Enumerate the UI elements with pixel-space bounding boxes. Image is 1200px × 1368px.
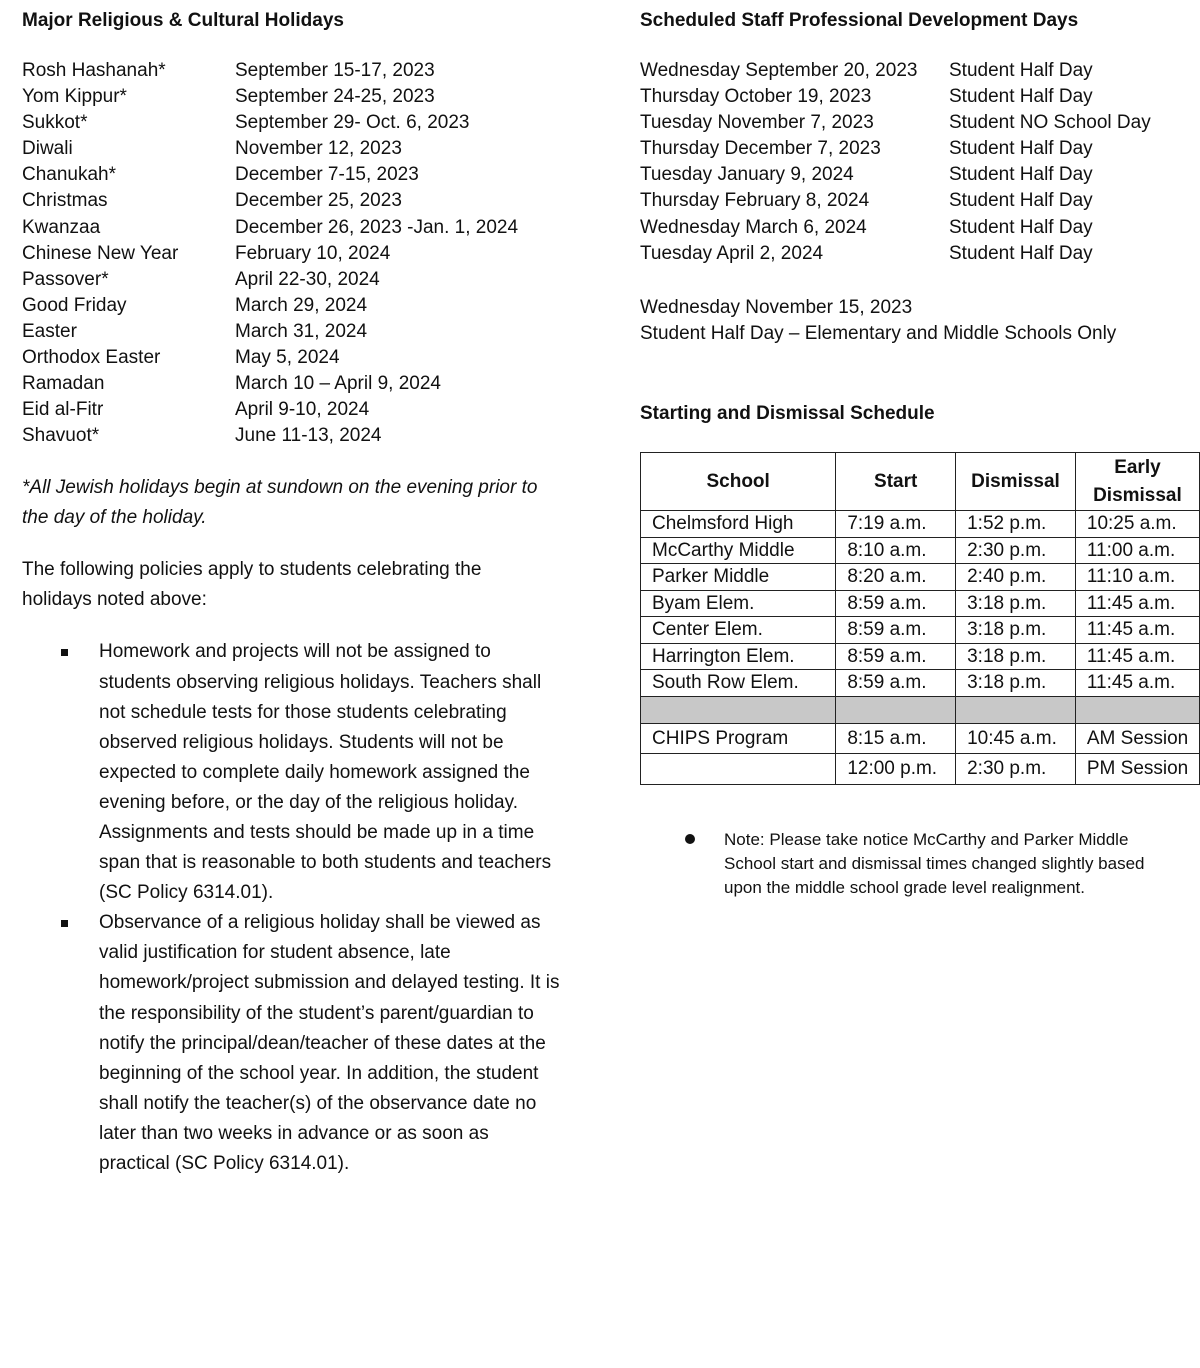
holiday-date: December 25, 2023 [235, 190, 402, 212]
school-cell: Center Elem. [641, 617, 836, 644]
holiday-row [22, 188, 582, 214]
holiday-date: March 10 – April 9, 2024 [235, 373, 441, 395]
holiday-date: September 24-25, 2023 [235, 86, 435, 108]
pd-date: Wednesday September 20, 2023 [640, 60, 918, 81]
dismissal-cell: 2:30 p.m. [956, 537, 1076, 564]
schedule-header-row [641, 453, 1200, 511]
early-dismissal-cell: 11:45 a.m. [1075, 643, 1199, 670]
early-dismissal-cell: 11:10 a.m. [1075, 564, 1199, 591]
pd-row [640, 110, 1200, 136]
dismissal-cell: 2:30 p.m. [956, 754, 1076, 785]
extra-pd-note: Student Half Day – Elementary and Middle Schools Only [640, 322, 1117, 344]
holiday-row [22, 397, 582, 423]
holiday-name: Diwali [22, 138, 73, 160]
policy-item [22, 637, 562, 908]
early-dismissal-cell: 11:45 a.m. [1075, 590, 1199, 617]
pd-date: Tuesday April 2, 2024 [640, 242, 824, 264]
empty-cell [836, 696, 956, 723]
school-cell: Harrington Elem. [641, 643, 836, 670]
table-row [641, 537, 1200, 564]
early-dismissal-cell: AM Session [1075, 723, 1199, 754]
early-dismissal-cell: 11:00 a.m. [1075, 537, 1199, 564]
pd-type: Student Half Day [949, 60, 1093, 81]
holiday-name: Yom Kippur* [22, 86, 127, 108]
extra-pd-day [640, 295, 1200, 347]
school-cell: South Row Elem. [641, 670, 836, 697]
holiday-date: February 10, 2024 [235, 242, 391, 264]
holiday-row [22, 267, 582, 293]
holiday-name: Passover* [22, 268, 109, 290]
table-row [641, 564, 1200, 591]
start-cell: 8:15 a.m. [836, 723, 956, 754]
early-dismissal-cell: 11:45 a.m. [1075, 670, 1199, 697]
header-start: Start [836, 453, 956, 511]
early-dismissal-cell: 11:45 a.m. [1075, 617, 1199, 644]
dismissal-cell: 3:18 p.m. [956, 617, 1076, 644]
holiday-name: Chanukah* [22, 164, 117, 186]
holiday-date: April 22-30, 2024 [235, 268, 380, 290]
start-cell: 12:00 p.m. [836, 754, 956, 785]
dismissal-cell: 2:40 p.m. [956, 564, 1076, 591]
table-row [641, 511, 1200, 538]
holiday-date: September 29- Oct. 6, 2023 [235, 112, 470, 134]
header-school: School [641, 453, 836, 511]
holiday-date: March 29, 2024 [235, 294, 368, 316]
holiday-date: December 26, 2023 -Jan. 1, 2024 [235, 216, 519, 238]
pd-type: Student Half Day [949, 190, 1093, 212]
holiday-name: Christmas [22, 190, 108, 212]
pd-heading: Scheduled Staff Professional Development Days [640, 10, 1079, 31]
chips-row [641, 754, 1200, 785]
pd-row [640, 241, 1200, 267]
separator-row [641, 696, 1200, 723]
holiday-date: April 9-10, 2024 [235, 399, 370, 421]
school-cell: McCarthy Middle [641, 537, 836, 564]
holiday-date: December 7-15, 2023 [235, 164, 419, 186]
pd-row [640, 162, 1200, 188]
header-dismissal: Dismissal [956, 453, 1076, 511]
holiday-date: November 12, 2023 [235, 138, 402, 160]
holiday-date: May 5, 2024 [235, 347, 340, 369]
start-cell: 8:59 a.m. [836, 617, 956, 644]
pd-date: Wednesday March 6, 2024 [640, 216, 867, 238]
policy-intro: The following policies apply to students celebrating the holidays noted above: [22, 559, 482, 611]
start-cell: 8:59 a.m. [836, 590, 956, 617]
dismissal-cell: 1:52 p.m. [956, 511, 1076, 538]
early-dismissal-cell: 10:25 a.m. [1075, 511, 1199, 538]
holiday-row [22, 110, 582, 136]
holiday-name: Good Friday [22, 294, 127, 316]
table-row [641, 670, 1200, 697]
pd-row [640, 84, 1200, 110]
holiday-name: Shavuot* [22, 425, 100, 447]
schedule-heading: Starting and Dismissal Schedule [640, 402, 935, 424]
holiday-name: Sukkot* [22, 112, 88, 134]
policy-item [22, 908, 562, 1179]
school-cell: Parker Middle [641, 564, 836, 591]
square-bullet-icon [61, 920, 68, 927]
school-cell: CHIPS Program [641, 723, 836, 754]
policy-list [22, 637, 582, 1179]
holiday-row [22, 345, 582, 371]
school-cell [641, 754, 836, 785]
holiday-date: March 31, 2024 [235, 320, 368, 342]
holiday-row [22, 319, 582, 345]
header-early-dismissal: Early Dismissal [1075, 453, 1199, 511]
school-cell: Chelmsford High [641, 511, 836, 538]
dismissal-cell: 3:18 p.m. [956, 643, 1076, 670]
schedule-table [640, 452, 1200, 785]
pd-type: Student Half Day [949, 164, 1093, 186]
holidays-section [22, 8, 582, 1195]
pd-row [640, 188, 1200, 214]
start-cell: 8:59 a.m. [836, 670, 956, 697]
holiday-date: June 11-13, 2024 [235, 425, 382, 447]
pd-type: Student Half Day [949, 216, 1093, 238]
holiday-name: Ramadan [22, 373, 105, 395]
pd-section [640, 8, 1200, 427]
early-dismissal-cell: PM Session [1075, 754, 1199, 785]
holiday-row [22, 293, 582, 319]
schedule-note [685, 828, 1165, 900]
holiday-name: Orthodox Easter [22, 347, 161, 369]
start-cell: 7:19 a.m. [836, 511, 956, 538]
pd-date: Tuesday January 9, 2024 [640, 164, 854, 186]
table-row [641, 590, 1200, 617]
pd-row [640, 58, 1200, 84]
holidays-heading: Major Religious & Cultural Holidays [22, 10, 344, 31]
empty-cell [956, 696, 1076, 723]
holiday-row [22, 84, 582, 110]
holiday-row [22, 423, 582, 449]
school-cell: Byam Elem. [641, 590, 836, 617]
jewish-holidays-footnote: *All Jewish holidays begin at sundown on the evening prior to the day of the holiday. [22, 477, 538, 529]
empty-cell [641, 696, 836, 723]
holiday-name: Rosh Hashanah* [22, 60, 166, 81]
pd-date: Thursday December 7, 2023 [640, 138, 881, 160]
holiday-row [22, 162, 582, 188]
pd-type: Student Half Day [949, 138, 1093, 160]
extra-pd-date: Wednesday November 15, 2023 [640, 296, 913, 318]
holiday-row [22, 136, 582, 162]
pd-date: Thursday October 19, 2023 [640, 86, 872, 108]
dismissal-cell: 3:18 p.m. [956, 670, 1076, 697]
holiday-list [22, 58, 582, 449]
note-text: Note: Please take notice McCarthy and Parker Middle School start and dismissal times changed slightly based upon the middle school grade level realignment. [724, 830, 1145, 897]
pd-date: Thursday February 8, 2024 [640, 190, 870, 212]
holiday-row [22, 241, 582, 267]
start-cell: 8:20 a.m. [836, 564, 956, 591]
holiday-name: Kwanzaa [22, 216, 101, 238]
holiday-name: Chinese New Year [22, 242, 179, 264]
pd-type: Student NO School Day [949, 112, 1151, 134]
dismissal-cell: 10:45 a.m. [956, 723, 1076, 754]
pd-row [640, 215, 1200, 241]
holiday-name: Eid al-Fitr [22, 399, 104, 421]
pd-date: Tuesday November 7, 2023 [640, 112, 874, 134]
pd-type: Student Half Day [949, 86, 1093, 108]
start-cell: 8:10 a.m. [836, 537, 956, 564]
square-bullet-icon [61, 649, 68, 656]
pd-list [640, 58, 1200, 267]
empty-cell [1075, 696, 1199, 723]
pd-row [640, 136, 1200, 162]
holiday-date: September 15-17, 2023 [235, 60, 435, 81]
chips-row [641, 723, 1200, 754]
bullet-dot-icon [685, 834, 695, 844]
pd-type: Student Half Day [949, 242, 1093, 264]
policy-text: Observance of a religious holiday shall be viewed as valid justification for student absence, late homework/project submission and delayed testing. It is the responsibility of the student’s parent/guardian to notify the principal/dean/teacher of these dates at the beginning of the school year. In addition, the student shall notify the teacher(s) of the observance date no later than two weeks in advance or as soon as practical (SC Policy 6314.01). [99, 912, 560, 1174]
policy-text: Homework and projects will not be assigned to students observing religious holidays. Teachers shall not schedule tests for those students celebrating observed religious holidays. Students will not be expected to complete daily homework assigned the evening before, or the day of the religious holiday. Assignments and tests should be made up in a time span that is reasonable to both students and teachers (SC Policy 6314.01). [99, 641, 552, 904]
holiday-row [22, 215, 582, 241]
holiday-row [22, 58, 582, 84]
holiday-row [22, 371, 582, 397]
dismissal-cell: 3:18 p.m. [956, 590, 1076, 617]
holiday-name: Easter [22, 320, 77, 342]
start-cell: 8:59 a.m. [836, 643, 956, 670]
table-row [641, 643, 1200, 670]
table-row [641, 617, 1200, 644]
